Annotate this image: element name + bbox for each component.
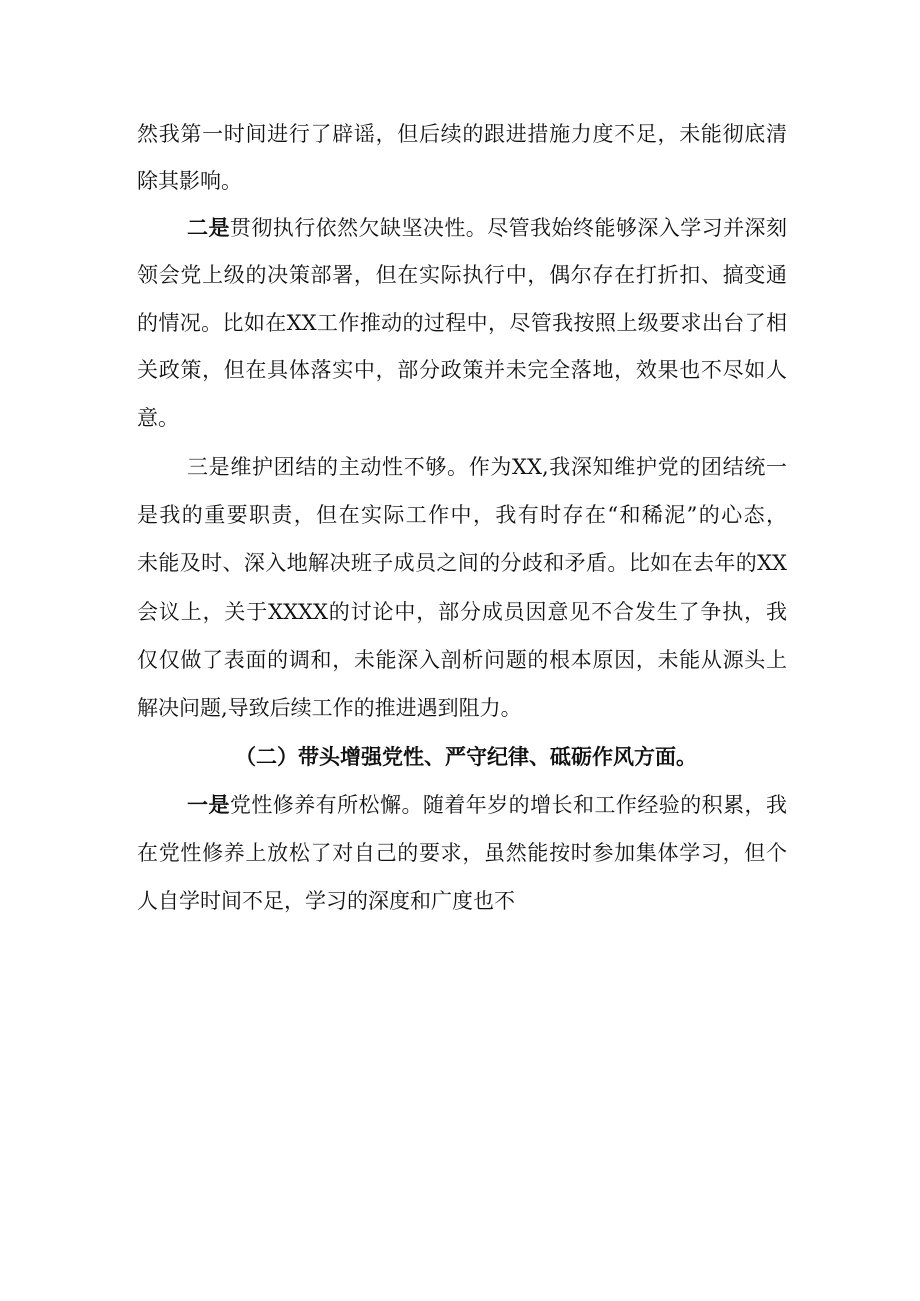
paragraph-first-line xyxy=(187,790,787,820)
text-line: 然我第一时间进行了辟谣，但后续的跟进措施力度不足，未能彻底清 xyxy=(137,122,787,146)
text-line: 人自学时间不足，学习的深度和广度也不 xyxy=(137,889,515,913)
section-heading: （二）带头增强党性、严守纪律、砥砺作风方面。 xyxy=(235,744,697,769)
text-line: 除其影响。 xyxy=(137,169,242,193)
text-line: 领会党上级的决策部署，但在实际执行中，偶尔存在打折扣、搞变通 xyxy=(137,263,787,287)
text-line: 意。 xyxy=(137,406,179,430)
text-line: 未能及时、深入地解决班子成员之间的分歧和矛盾。比如在去年的XX xyxy=(137,551,787,575)
text-line: 在党性修养上放松了对自己的要求，虽然能按时参加集体学习，但个 xyxy=(137,841,787,865)
text-line: 解决问题,导致后续工作的推进遇到阻力。 xyxy=(137,696,522,720)
text-line: 会议上，关于XXXX的讨论中，部分成员因意见不合发生了争执，我 xyxy=(137,600,787,624)
paragraph-text: 贯彻执行依然欠缺坚决性。尽管我始终能够深入学习并深刻 xyxy=(229,216,787,240)
paragraph-lead: 二是 xyxy=(187,215,230,240)
paragraph-text: 党性修养有所松懈。随着年岁的增长和工作经验的积累，我 xyxy=(229,793,787,817)
text-line: 的情况。比如在XX工作推动的过程中，尽管我按照上级要求出台了相 xyxy=(137,311,787,335)
text-line: 仅仅做了表面的调和，未能深入剖析问题的根本原因，未能从源头上 xyxy=(137,648,787,672)
paragraph-first-line: 三是维护团结的主动性不够。作为XX,我深知维护党的团结统一 xyxy=(187,455,787,479)
paragraph-lead: 一是 xyxy=(187,792,230,817)
paragraph-first-line xyxy=(187,213,787,243)
text-line: 关政策，但在具体落实中，部分政策并未完全落地，效果也不尽如人 xyxy=(137,358,787,382)
text-line: 是我的重要职责，但在实际工作中，我有时存在“和稀泥”的心态， xyxy=(137,503,787,527)
